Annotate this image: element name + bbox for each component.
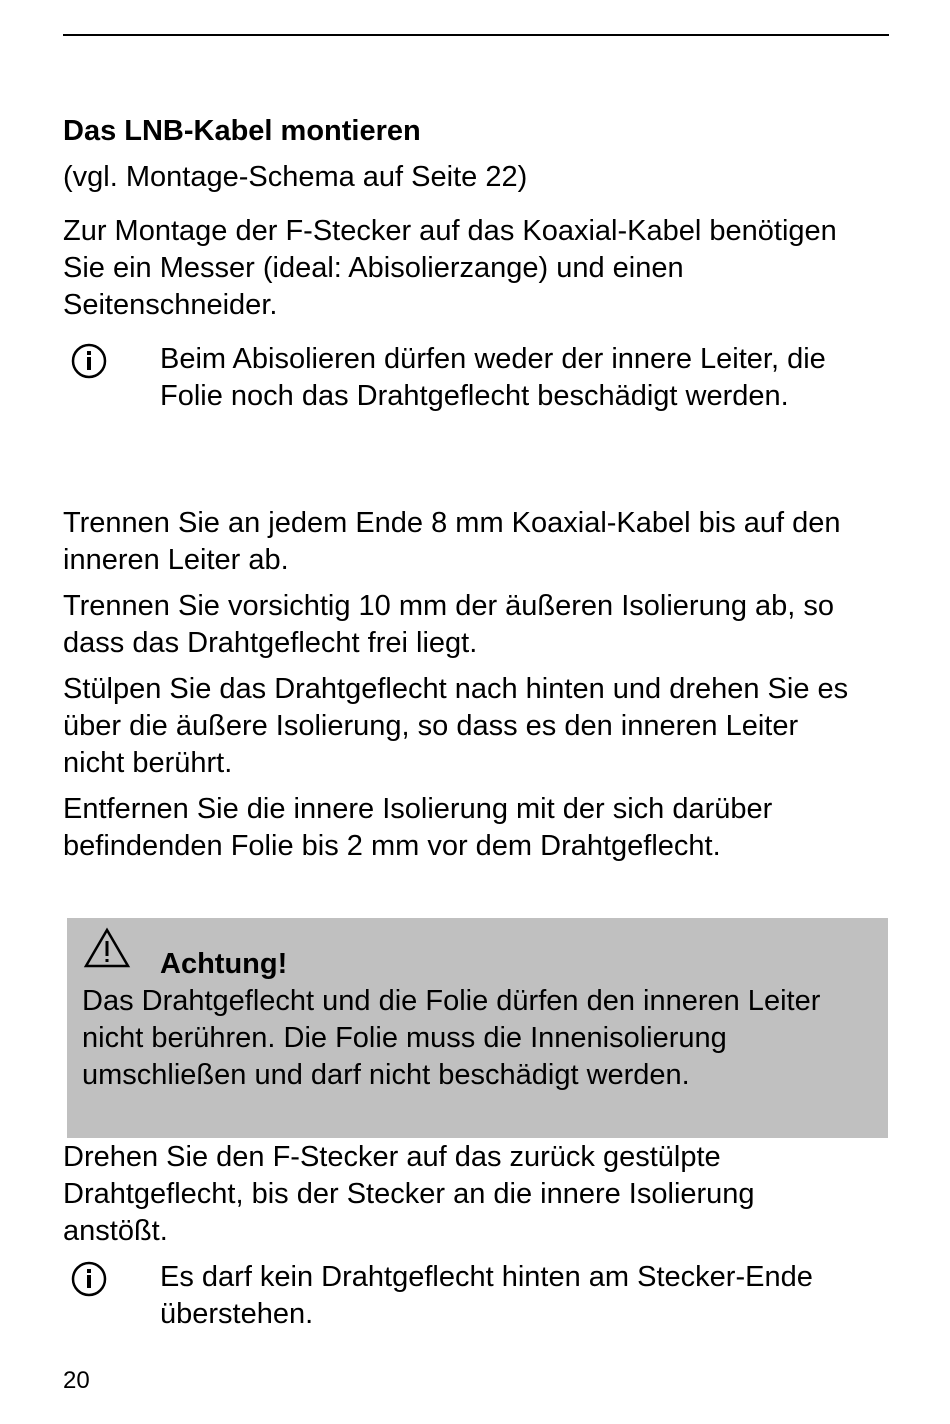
step-paragraph-3: Stülpen Sie das Drahtgeflecht nach hinten und drehen Sie es über die äußere Isolierung, so dass es den inneren Leiter nicht berührt. [63, 673, 849, 779]
warning-text: Das Drahtgeflecht und die Folie dürfen den inneren Leiter nicht berühren. Die Folie muss die Innenisolierung umschließen und darf nicht beschädigt werden. [82, 985, 821, 1091]
step-paragraph-2: Trennen Sie vorsichtig 10 mm der äußeren Isolierung ab, so dass das Drahtgeflecht frei liegt. [63, 590, 835, 659]
info-icon [70, 342, 108, 380]
warning-title: Achtung! [160, 948, 288, 980]
step-paragraph-1: Trennen Sie an jedem Ende 8 mm Koaxial-Kabel bis auf den inneren Leiter ab. [63, 507, 841, 576]
info-note-stecker: Es darf kein Drahtgeflecht hinten am Stecker-Ende überstehen. [160, 1261, 813, 1330]
subheading: (vgl. Montage-Schema auf Seite 22) [63, 161, 528, 193]
step-paragraph-5: Drehen Sie den F-Stecker auf das zurück gestülpte Drahtgeflecht, bis der Stecker an die innere Isolierung anstößt. [63, 1141, 755, 1247]
page-number: 20 [63, 1367, 90, 1394]
info-icon [70, 1260, 108, 1298]
section-heading: Das LNB-Kabel montieren [63, 115, 421, 147]
info-note-abisolieren: Beim Abisolieren dürfen weder der innere Leiter, die Folie noch das Drahtgeflecht beschädigt werden. [160, 343, 826, 412]
top-rule [63, 34, 889, 36]
step-paragraph-4: Entfernen Sie die innere Isolierung mit der sich darüber befindenden Folie bis 2 mm vor dem Drahtgeflecht. [63, 793, 773, 862]
intro-paragraph: Zur Montage der F-Stecker auf das Koaxial-Kabel benötigen Sie ein Messer (ideal: Abisolierzange) und einen Seitenschneider. [63, 215, 837, 321]
warning-triangle-icon [83, 926, 131, 970]
